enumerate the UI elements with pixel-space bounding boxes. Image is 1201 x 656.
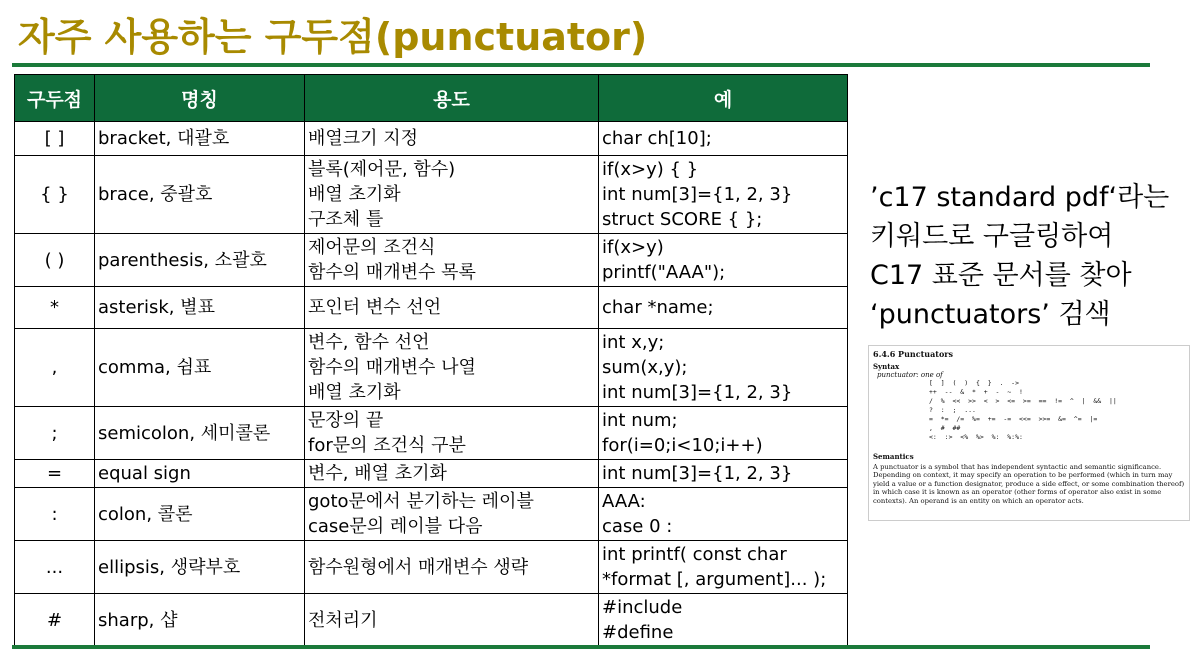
- example-line: int num;: [602, 410, 678, 431]
- punctuator-example: [599, 329, 848, 407]
- example-line: sum(x,y);: [602, 357, 688, 378]
- punctuator-name: ellipsis, 생략부호: [95, 541, 305, 594]
- usage-line: for문의 조건식 구분: [308, 435, 466, 456]
- punctuator-name: sharp, 샵: [95, 594, 305, 647]
- column-header-name: 명칭: [95, 75, 305, 122]
- punctuator-usage: [305, 287, 599, 329]
- example-line: int num[3]={1, 2, 3}: [602, 184, 793, 205]
- table-row: [15, 234, 848, 287]
- column-header-example: 예: [599, 75, 848, 122]
- table-row: [15, 541, 848, 594]
- punctuator-usage: [305, 156, 599, 234]
- column-header-usage: 용도: [305, 75, 599, 122]
- punctuator-symbol: ( ): [15, 234, 95, 287]
- punctuator-usage: [305, 488, 599, 541]
- example-line: if(x>y) { }: [602, 159, 699, 180]
- punctuator-symbol: ...: [15, 541, 95, 594]
- table-row: [15, 594, 848, 647]
- search-tip-note: [870, 178, 1200, 334]
- usage-line: 변수, 함수 선언: [308, 332, 430, 353]
- punctuator-name: colon, 콜론: [95, 488, 305, 541]
- punctuator-name: parenthesis, 소괄호: [95, 234, 305, 287]
- table-row: [15, 407, 848, 460]
- example-line: for(i=0;i<10;i++): [602, 435, 763, 456]
- table-row: [15, 488, 848, 541]
- example-line: char ch[10];: [602, 128, 712, 149]
- table-row: [15, 329, 848, 407]
- excerpt-semantics-text: A punctuator is a symbol that has independent syntactic and semantic significance. Depending on context, it may specify an operation to be performed (which in turn may yield a value or a function designator, produce a side effect, or some combination thereof) in which case it is known as an operator (other forms of operator also exist in some contexts). An operand is an entity on which an operator acts.: [873, 463, 1185, 505]
- example-line: char *name;: [602, 297, 714, 318]
- punctuator-usage: [305, 541, 599, 594]
- punctuator-name: equal sign: [95, 460, 305, 488]
- token-line: <: :> <% %> %: %:%:: [929, 433, 1023, 441]
- usage-line: case문의 레이블 다음: [308, 516, 483, 537]
- table-row: [15, 460, 848, 488]
- punctuator-usage: [305, 329, 599, 407]
- bottom-divider: [12, 645, 1150, 649]
- punctuator-example: [599, 460, 848, 488]
- title-divider: [12, 63, 1150, 67]
- punctuator-example: [599, 594, 848, 647]
- usage-line: 함수의 매개변수 목록: [308, 262, 476, 283]
- usage-line: 배열크기 지정: [308, 128, 419, 149]
- punctuator-example: [599, 407, 848, 460]
- note-line: 키워드로 구글링하여: [870, 221, 1114, 252]
- example-line: int num[3]={1, 2, 3}: [602, 382, 793, 403]
- table-header-row: [15, 75, 848, 122]
- standard-excerpt-image: [868, 345, 1190, 521]
- usage-line: 배열 초기화: [308, 184, 401, 205]
- usage-line: 문장의 끝: [308, 410, 384, 431]
- punctuator-example: [599, 234, 848, 287]
- punctuator-example: [599, 287, 848, 329]
- table-row: [15, 287, 848, 329]
- note-line: ’c17 standard pdf‘라는: [870, 182, 1170, 213]
- excerpt-semantics-heading: Semantics: [873, 452, 914, 461]
- note-line: C17 표준 문서를 찾아: [870, 260, 1132, 291]
- table-row: [15, 156, 848, 234]
- punctuator-example: [599, 541, 848, 594]
- punctuator-usage: [305, 460, 599, 488]
- token-line: , # ##: [929, 424, 961, 432]
- excerpt-syntax-sub: punctuator: one of: [877, 371, 943, 379]
- token-line: [ ] ( ) { } . ->: [929, 379, 1020, 387]
- usage-line: 함수원형에서 매개변수 생략: [308, 556, 529, 578]
- token-line: ? : ; ...: [929, 406, 976, 414]
- example-line: struct SCORE { };: [602, 209, 763, 230]
- punctuator-symbol: =: [15, 460, 95, 488]
- punctuator-symbol: #: [15, 594, 95, 647]
- punctuator-name: asterisk, 별표: [95, 287, 305, 329]
- punctuator-symbol: :: [15, 488, 95, 541]
- example-line: if(x>y): [602, 237, 664, 258]
- punctuator-usage: [305, 122, 599, 156]
- example-line: int x,y;: [602, 332, 665, 353]
- example-line: *format [, argument]... );: [602, 569, 827, 590]
- table-row: [15, 122, 848, 156]
- usage-line: 블록(제어문, 함수): [308, 159, 456, 180]
- punctuator-example: [599, 488, 848, 541]
- usage-line: 변수, 배열 초기화: [308, 463, 447, 484]
- token-line: = *= /= %= += -= <<= >>= &= ^= |=: [929, 415, 1098, 423]
- punctuator-symbol: ;: [15, 407, 95, 460]
- punctuator-name: brace, 중괄호: [95, 156, 305, 234]
- example-line: #include: [602, 597, 683, 618]
- punctuator-name: comma, 쉼표: [95, 329, 305, 407]
- usage-line: 제어문의 조건식: [308, 237, 436, 258]
- punctuator-name: bracket, 대괄호: [95, 122, 305, 156]
- excerpt-section-title: 6.4.6 Punctuators: [873, 349, 954, 359]
- example-line: #define: [602, 622, 674, 643]
- punctuator-example: [599, 122, 848, 156]
- punctuator-table: [14, 74, 848, 647]
- example-line: case 0 :: [602, 516, 673, 537]
- usage-line: goto문에서 분기하는 레이블: [308, 491, 534, 512]
- example-line: printf("AAA");: [602, 262, 726, 283]
- note-line: ‘punctuators’ 검색: [870, 299, 1111, 330]
- punctuator-usage: [305, 407, 599, 460]
- token-line: ++ -- & * + - ~ !: [929, 388, 1023, 396]
- punctuator-example: [599, 156, 848, 234]
- punctuator-symbol: [ ]: [15, 122, 95, 156]
- punctuator-symbol: *: [15, 287, 95, 329]
- excerpt-token-list: [873, 379, 1185, 442]
- usage-line: 배열 초기화: [308, 382, 401, 403]
- usage-line: 포인터 변수 선언: [308, 297, 442, 318]
- punctuator-usage: [305, 234, 599, 287]
- usage-line: 전처리기: [308, 609, 378, 631]
- punctuator-name: semicolon, 세미콜론: [95, 407, 305, 460]
- excerpt-syntax-heading: Syntax: [873, 362, 900, 371]
- punctuator-symbol: ,: [15, 329, 95, 407]
- page-title: 자주 사용하는 구두점(punctuator): [18, 15, 648, 59]
- example-line: AAA:: [602, 491, 646, 512]
- punctuator-usage: [305, 594, 599, 647]
- usage-line: 구조체 틀: [308, 209, 384, 230]
- example-line: int num[3]={1, 2, 3}: [602, 463, 793, 484]
- column-header-symbol: 구두점: [15, 75, 95, 122]
- punctuator-symbol: { }: [15, 156, 95, 234]
- usage-line: 함수의 매개변수 나열: [308, 357, 476, 378]
- token-line: / % << >> < > <= >= == != ^ | && ||: [929, 397, 1117, 405]
- example-line: int printf( const char: [602, 544, 787, 565]
